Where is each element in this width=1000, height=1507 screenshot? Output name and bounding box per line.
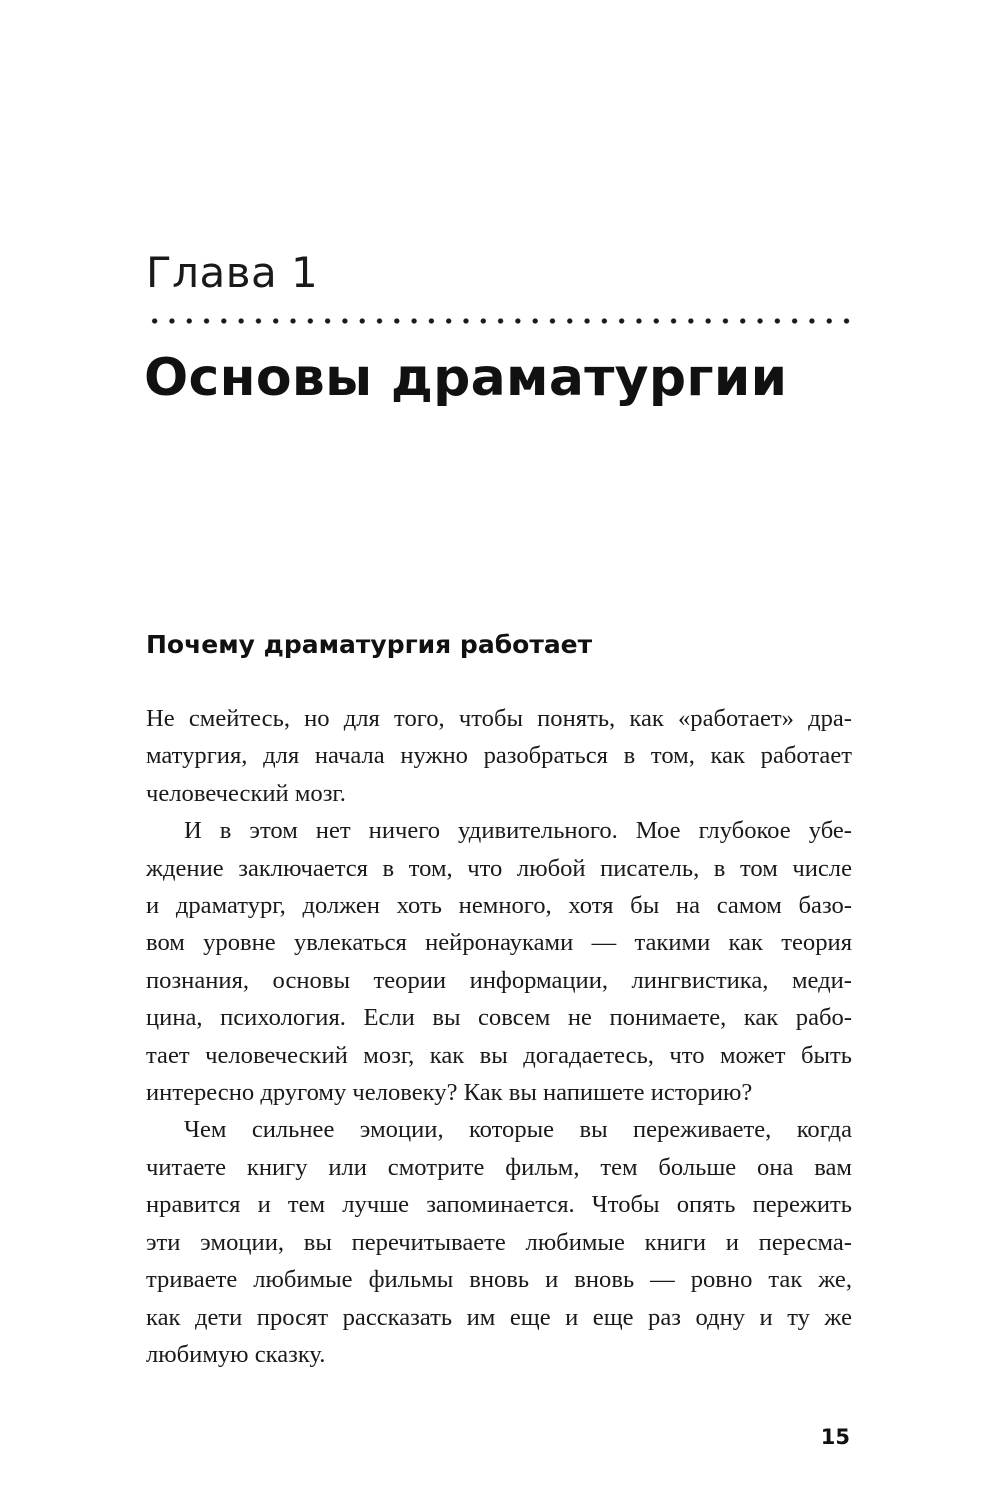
body-text <box>146 700 852 1373</box>
page-number: 15 <box>820 1425 850 1449</box>
text-line: как дети просят рассказать им еще и еще раз одну и ту же <box>146 1303 852 1331</box>
paragraph-2 <box>146 812 852 1111</box>
text-line: цина, психология. Если вы совсем не понимаете, как рабо- <box>146 1004 852 1032</box>
text-line: ждение заключается в том, что любой писатель, в том числе <box>146 854 852 882</box>
chapter-label: Глава 1 <box>146 248 319 297</box>
text-line: Чем сильнее эмоции, которые вы переживаете, когда <box>184 1116 852 1144</box>
paragraph-1 <box>146 700 852 812</box>
text-line: триваете любимые фильмы вновь и вновь — ровно так же, <box>146 1266 852 1294</box>
text-line: Не смейтесь, но для того, чтобы понять, как «работает» дра- <box>146 705 852 732</box>
text-line: любимую сказку. <box>146 1340 326 1368</box>
text-line: человеческий мозг. <box>146 779 346 807</box>
text-line: вом уровне увлекаться нейронауками — такими как теория <box>146 929 852 957</box>
text-line: И в этом нет ничего удивительного. Мое глубокое убе- <box>184 817 852 845</box>
paragraph-3 <box>146 1111 852 1373</box>
text-line: познания, основы теории информации, лингвистика, меди- <box>146 966 852 994</box>
section-heading: Почему драматургия работает <box>146 630 593 659</box>
text-line: читаете книгу или смотрите фильм, тем больше она вам <box>146 1153 852 1181</box>
text-line: эти эмоции, вы перечитываете любимые книги и пересма- <box>146 1228 852 1256</box>
text-line: интересно другому человеку? Как вы напишете историю? <box>146 1079 753 1107</box>
text-line: и драматург, должен хоть немного, хотя бы на самом базо- <box>146 892 852 920</box>
chapter-title: Основы драматургии <box>144 348 788 408</box>
text-line: тает человеческий мозг, как вы догадаетесь, что может быть <box>146 1041 852 1069</box>
text-line: матургия, для начала нужно разобраться в том, как работает <box>146 742 852 770</box>
text-line: нравится и тем лучше запоминается. Чтобы опять пережить <box>146 1191 852 1219</box>
dotted-divider <box>146 318 852 324</box>
